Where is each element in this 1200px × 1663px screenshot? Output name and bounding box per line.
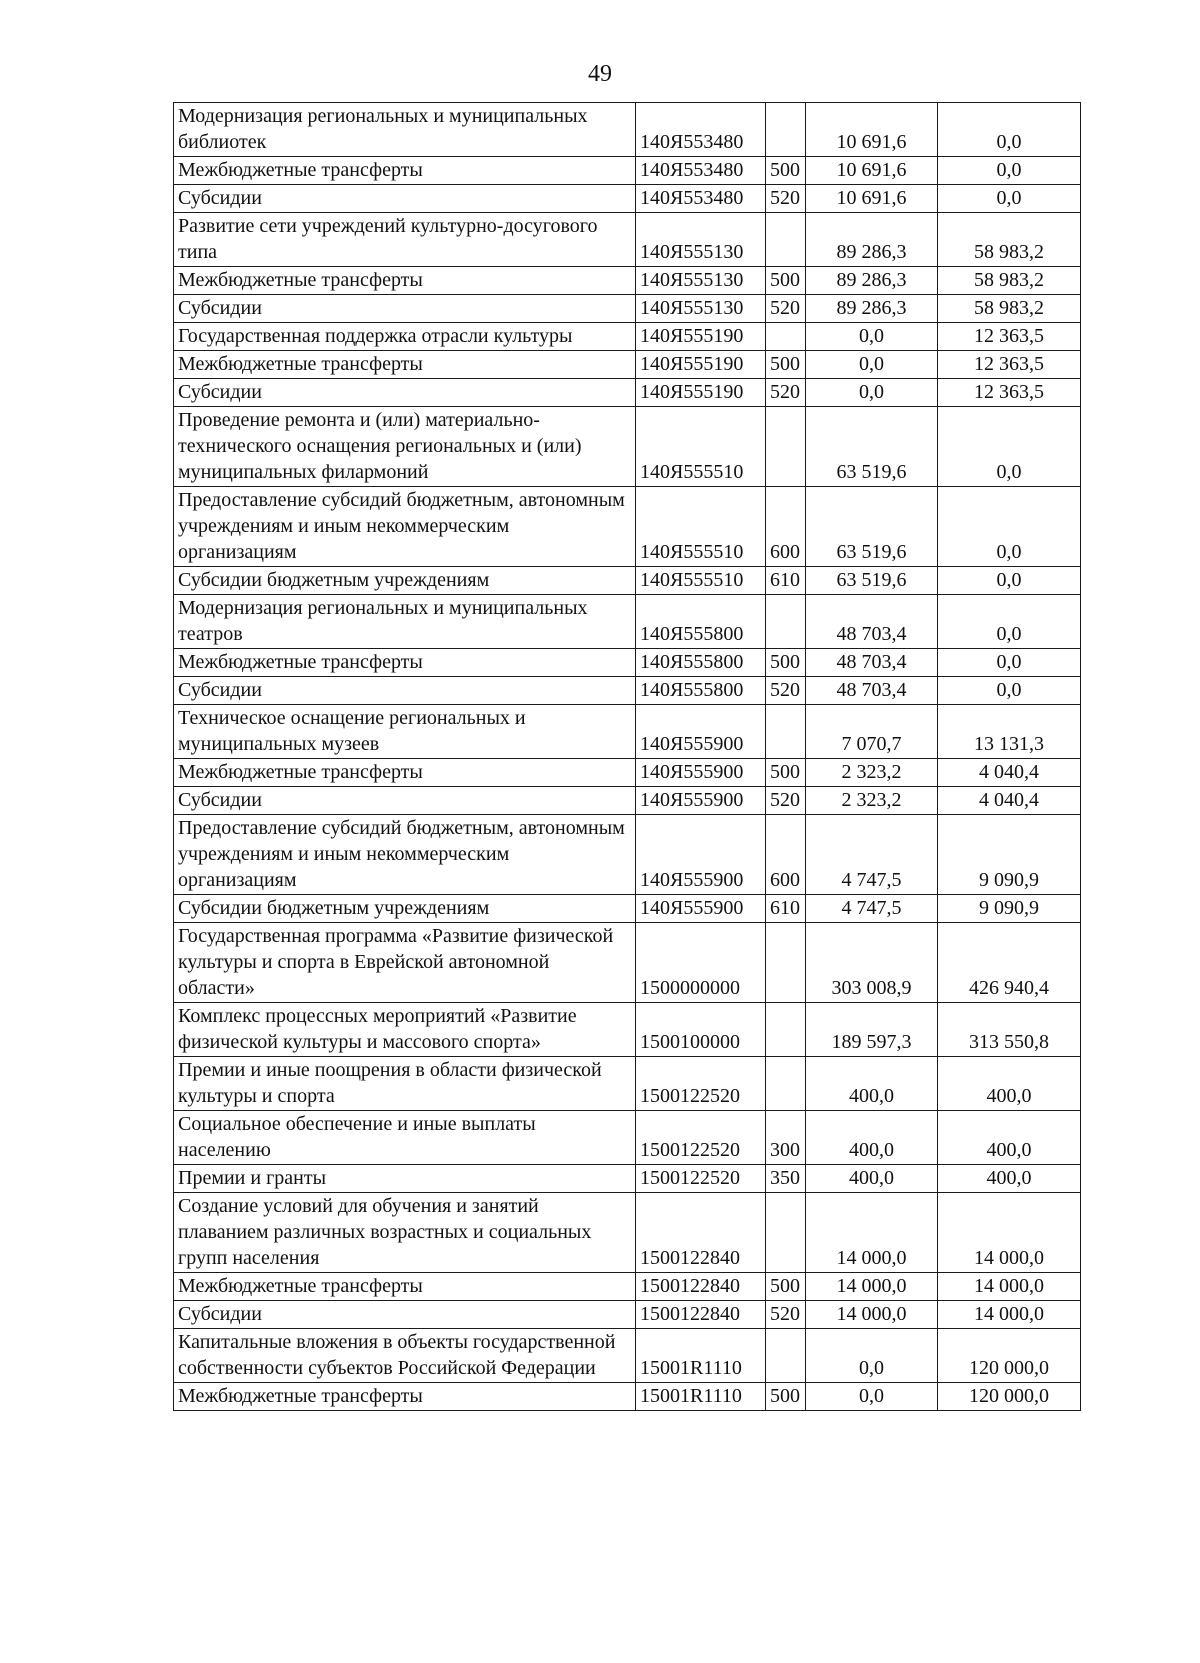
amount-year-1-cell: 4 747,5 <box>806 895 938 923</box>
target-article-cell: 1500122520 <box>636 1111 766 1165</box>
table-row <box>174 295 1081 323</box>
target-article-cell: 1500122840 <box>636 1193 766 1273</box>
amount-year-1-cell: 2 323,2 <box>806 759 938 787</box>
table-row <box>174 759 1081 787</box>
expense-name-cell: Проведение ремонта и (или) материально-технического оснащения региональных и (или) муниципальных филармоний <box>174 407 636 487</box>
amount-year-2-cell: 4 040,4 <box>938 787 1081 815</box>
amount-year-2-cell: 0,0 <box>938 407 1081 487</box>
target-article-cell: 140Я555900 <box>636 815 766 895</box>
amount-year-2-cell: 120 000,0 <box>938 1383 1081 1411</box>
expense-name-cell: Субсидии <box>174 677 636 705</box>
expense-kind-cell <box>766 595 806 649</box>
expense-name-cell: Субсидии бюджетным учреждениям <box>174 567 636 595</box>
expense-kind-cell: 500 <box>766 1383 806 1411</box>
expense-name-cell: Субсидии <box>174 185 636 213</box>
amount-year-2-cell: 0,0 <box>938 103 1081 157</box>
expense-kind-cell <box>766 1193 806 1273</box>
amount-year-1-cell: 48 703,4 <box>806 677 938 705</box>
table-row <box>174 157 1081 185</box>
table-row <box>174 1003 1081 1057</box>
amount-year-2-cell: 9 090,9 <box>938 815 1081 895</box>
expense-name-cell: Государственная поддержка отрасли культуры <box>174 323 636 351</box>
amount-year-1-cell: 63 519,6 <box>806 407 938 487</box>
table-row <box>174 1193 1081 1273</box>
amount-year-1-cell: 2 323,2 <box>806 787 938 815</box>
expense-kind-cell: 500 <box>766 351 806 379</box>
target-article-cell: 140Я555800 <box>636 677 766 705</box>
expense-name-cell: Государственная программа «Развитие физической культуры и спорта в Еврейской автономной области» <box>174 923 636 1003</box>
amount-year-2-cell: 0,0 <box>938 595 1081 649</box>
table-row <box>174 407 1081 487</box>
amount-year-1-cell: 400,0 <box>806 1165 938 1193</box>
amount-year-1-cell: 303 008,9 <box>806 923 938 1003</box>
table-row <box>174 103 1081 157</box>
budget-table-body <box>174 103 1081 1411</box>
amount-year-2-cell: 14 000,0 <box>938 1301 1081 1329</box>
expense-kind-cell <box>766 1329 806 1383</box>
expense-name-cell: Предоставление субсидий бюджетным, автономным учреждениям и иным некоммерческим организациям <box>174 487 636 567</box>
expense-kind-cell: 520 <box>766 677 806 705</box>
expense-kind-cell: 500 <box>766 157 806 185</box>
amount-year-1-cell: 0,0 <box>806 351 938 379</box>
amount-year-1-cell: 400,0 <box>806 1111 938 1165</box>
table-row <box>174 815 1081 895</box>
expense-kind-cell <box>766 323 806 351</box>
table-row <box>174 185 1081 213</box>
target-article-cell: 140Я555900 <box>636 759 766 787</box>
amount-year-2-cell: 58 983,2 <box>938 267 1081 295</box>
expense-kind-cell: 300 <box>766 1111 806 1165</box>
target-article-cell: 1500100000 <box>636 1003 766 1057</box>
expense-name-cell: Межбюджетные трансферты <box>174 351 636 379</box>
expense-name-cell: Субсидии <box>174 1301 636 1329</box>
target-article-cell: 140Я555130 <box>636 267 766 295</box>
expense-name-cell: Межбюджетные трансферты <box>174 157 636 185</box>
target-article-cell: 140Я555900 <box>636 705 766 759</box>
table-row <box>174 1329 1081 1383</box>
expense-name-cell: Развитие сети учреждений культурно-досугового типа <box>174 213 636 267</box>
table-row <box>174 1301 1081 1329</box>
amount-year-2-cell: 0,0 <box>938 649 1081 677</box>
amount-year-1-cell: 400,0 <box>806 1057 938 1111</box>
amount-year-2-cell: 14 000,0 <box>938 1273 1081 1301</box>
table-row <box>174 705 1081 759</box>
page-number: 49 <box>588 61 612 87</box>
target-article-cell: 140Я555130 <box>636 295 766 323</box>
target-article-cell: 140Я555190 <box>636 351 766 379</box>
target-article-cell: 1500122520 <box>636 1165 766 1193</box>
table-row <box>174 379 1081 407</box>
amount-year-1-cell: 189 597,3 <box>806 1003 938 1057</box>
target-article-cell: 140Я553480 <box>636 103 766 157</box>
target-article-cell: 140Я555510 <box>636 567 766 595</box>
amount-year-2-cell: 14 000,0 <box>938 1193 1081 1273</box>
expense-name-cell: Межбюджетные трансферты <box>174 1273 636 1301</box>
expense-kind-cell: 500 <box>766 759 806 787</box>
amount-year-1-cell: 14 000,0 <box>806 1301 938 1329</box>
table-row <box>174 677 1081 705</box>
table-row <box>174 213 1081 267</box>
amount-year-2-cell: 13 131,3 <box>938 705 1081 759</box>
target-article-cell: 1500000000 <box>636 923 766 1003</box>
expense-name-cell: Капитальные вложения в объекты государственной собственности субъектов Российской Федерации <box>174 1329 636 1383</box>
table-row <box>174 895 1081 923</box>
amount-year-2-cell: 400,0 <box>938 1057 1081 1111</box>
amount-year-2-cell: 58 983,2 <box>938 295 1081 323</box>
table-row <box>174 1057 1081 1111</box>
amount-year-1-cell: 48 703,4 <box>806 649 938 677</box>
target-article-cell: 140Я555190 <box>636 323 766 351</box>
amount-year-2-cell: 12 363,5 <box>938 351 1081 379</box>
amount-year-1-cell: 4 747,5 <box>806 815 938 895</box>
amount-year-1-cell: 89 286,3 <box>806 267 938 295</box>
expense-name-cell: Межбюджетные трансферты <box>174 1383 636 1411</box>
amount-year-1-cell: 63 519,6 <box>806 487 938 567</box>
expense-kind-cell: 610 <box>766 895 806 923</box>
expense-kind-cell <box>766 1057 806 1111</box>
target-article-cell: 140Я555900 <box>636 787 766 815</box>
expense-kind-cell <box>766 923 806 1003</box>
table-row <box>174 567 1081 595</box>
expense-name-cell: Субсидии <box>174 295 636 323</box>
amount-year-2-cell: 58 983,2 <box>938 213 1081 267</box>
expense-name-cell: Комплекс процессных мероприятий «Развитие физической культуры и массового спорта» <box>174 1003 636 1057</box>
expense-kind-cell: 520 <box>766 379 806 407</box>
table-row <box>174 1383 1081 1411</box>
target-article-cell: 140Я555900 <box>636 895 766 923</box>
amount-year-2-cell: 426 940,4 <box>938 923 1081 1003</box>
amount-year-2-cell: 0,0 <box>938 185 1081 213</box>
amount-year-1-cell: 7 070,7 <box>806 705 938 759</box>
expense-name-cell: Социальное обеспечение и иные выплаты населению <box>174 1111 636 1165</box>
amount-year-1-cell: 63 519,6 <box>806 567 938 595</box>
expense-name-cell: Субсидии бюджетным учреждениям <box>174 895 636 923</box>
expense-kind-cell: 520 <box>766 185 806 213</box>
target-article-cell: 140Я555800 <box>636 595 766 649</box>
amount-year-2-cell: 0,0 <box>938 567 1081 595</box>
table-row <box>174 923 1081 1003</box>
amount-year-2-cell: 0,0 <box>938 677 1081 705</box>
target-article-cell: 140Я555800 <box>636 649 766 677</box>
table-row <box>174 787 1081 815</box>
amount-year-2-cell: 400,0 <box>938 1165 1081 1193</box>
expense-kind-cell: 520 <box>766 787 806 815</box>
amount-year-1-cell: 10 691,6 <box>806 103 938 157</box>
table-row <box>174 351 1081 379</box>
amount-year-1-cell: 0,0 <box>806 323 938 351</box>
amount-year-2-cell: 0,0 <box>938 157 1081 185</box>
expense-name-cell: Межбюджетные трансферты <box>174 267 636 295</box>
target-article-cell: 1500122520 <box>636 1057 766 1111</box>
amount-year-1-cell: 48 703,4 <box>806 595 938 649</box>
amount-year-2-cell: 4 040,4 <box>938 759 1081 787</box>
expense-kind-cell: 600 <box>766 487 806 567</box>
amount-year-1-cell: 89 286,3 <box>806 213 938 267</box>
target-article-cell: 140Я555510 <box>636 487 766 567</box>
expense-kind-cell: 500 <box>766 267 806 295</box>
table-row <box>174 1165 1081 1193</box>
amount-year-2-cell: 313 550,8 <box>938 1003 1081 1057</box>
expense-name-cell: Модернизация региональных и муниципальных библиотек <box>174 103 636 157</box>
amount-year-2-cell: 120 000,0 <box>938 1329 1081 1383</box>
target-article-cell: 15001R1110 <box>636 1329 766 1383</box>
expense-kind-cell: 600 <box>766 815 806 895</box>
expense-name-cell: Техническое оснащение региональных и муниципальных музеев <box>174 705 636 759</box>
expense-name-cell: Предоставление субсидий бюджетным, автономным учреждениям и иным некоммерческим организациям <box>174 815 636 895</box>
expense-kind-cell <box>766 705 806 759</box>
expense-name-cell: Межбюджетные трансферты <box>174 759 636 787</box>
amount-year-1-cell: 10 691,6 <box>806 157 938 185</box>
expense-kind-cell: 520 <box>766 295 806 323</box>
target-article-cell: 15001R1110 <box>636 1383 766 1411</box>
expense-kind-cell <box>766 1003 806 1057</box>
target-article-cell: 140Я555190 <box>636 379 766 407</box>
expense-kind-cell: 500 <box>766 1273 806 1301</box>
amount-year-1-cell: 0,0 <box>806 379 938 407</box>
expense-name-cell: Премии и иные поощрения в области физической культуры и спорта <box>174 1057 636 1111</box>
target-article-cell: 140Я555130 <box>636 213 766 267</box>
table-row <box>174 267 1081 295</box>
amount-year-2-cell: 400,0 <box>938 1111 1081 1165</box>
amount-year-2-cell: 9 090,9 <box>938 895 1081 923</box>
amount-year-2-cell: 12 363,5 <box>938 323 1081 351</box>
budget-table <box>173 102 1081 1411</box>
table-row <box>174 323 1081 351</box>
expense-kind-cell: 610 <box>766 567 806 595</box>
amount-year-1-cell: 14 000,0 <box>806 1273 938 1301</box>
amount-year-1-cell: 10 691,6 <box>806 185 938 213</box>
amount-year-2-cell: 12 363,5 <box>938 379 1081 407</box>
table-row <box>174 1273 1081 1301</box>
expense-kind-cell: 500 <box>766 649 806 677</box>
amount-year-1-cell: 89 286,3 <box>806 295 938 323</box>
expense-kind-cell: 520 <box>766 1301 806 1329</box>
expense-kind-cell <box>766 213 806 267</box>
amount-year-1-cell: 0,0 <box>806 1383 938 1411</box>
amount-year-1-cell: 14 000,0 <box>806 1193 938 1273</box>
target-article-cell: 140Я555510 <box>636 407 766 487</box>
expense-name-cell: Создание условий для обучения и занятий плаванием различных возрастных и социальных групп населения <box>174 1193 636 1273</box>
expense-name-cell: Премии и гранты <box>174 1165 636 1193</box>
expense-kind-cell <box>766 103 806 157</box>
table-row <box>174 649 1081 677</box>
table-row <box>174 595 1081 649</box>
target-article-cell: 1500122840 <box>636 1273 766 1301</box>
amount-year-1-cell: 0,0 <box>806 1329 938 1383</box>
target-article-cell: 140Я553480 <box>636 185 766 213</box>
target-article-cell: 1500122840 <box>636 1301 766 1329</box>
expense-name-cell: Субсидии <box>174 787 636 815</box>
expense-name-cell: Межбюджетные трансферты <box>174 649 636 677</box>
expense-name-cell: Субсидии <box>174 379 636 407</box>
expense-name-cell: Модернизация региональных и муниципальных театров <box>174 595 636 649</box>
expense-kind-cell: 350 <box>766 1165 806 1193</box>
table-row <box>174 487 1081 567</box>
table-row <box>174 1111 1081 1165</box>
expense-kind-cell <box>766 407 806 487</box>
target-article-cell: 140Я553480 <box>636 157 766 185</box>
amount-year-2-cell: 0,0 <box>938 487 1081 567</box>
